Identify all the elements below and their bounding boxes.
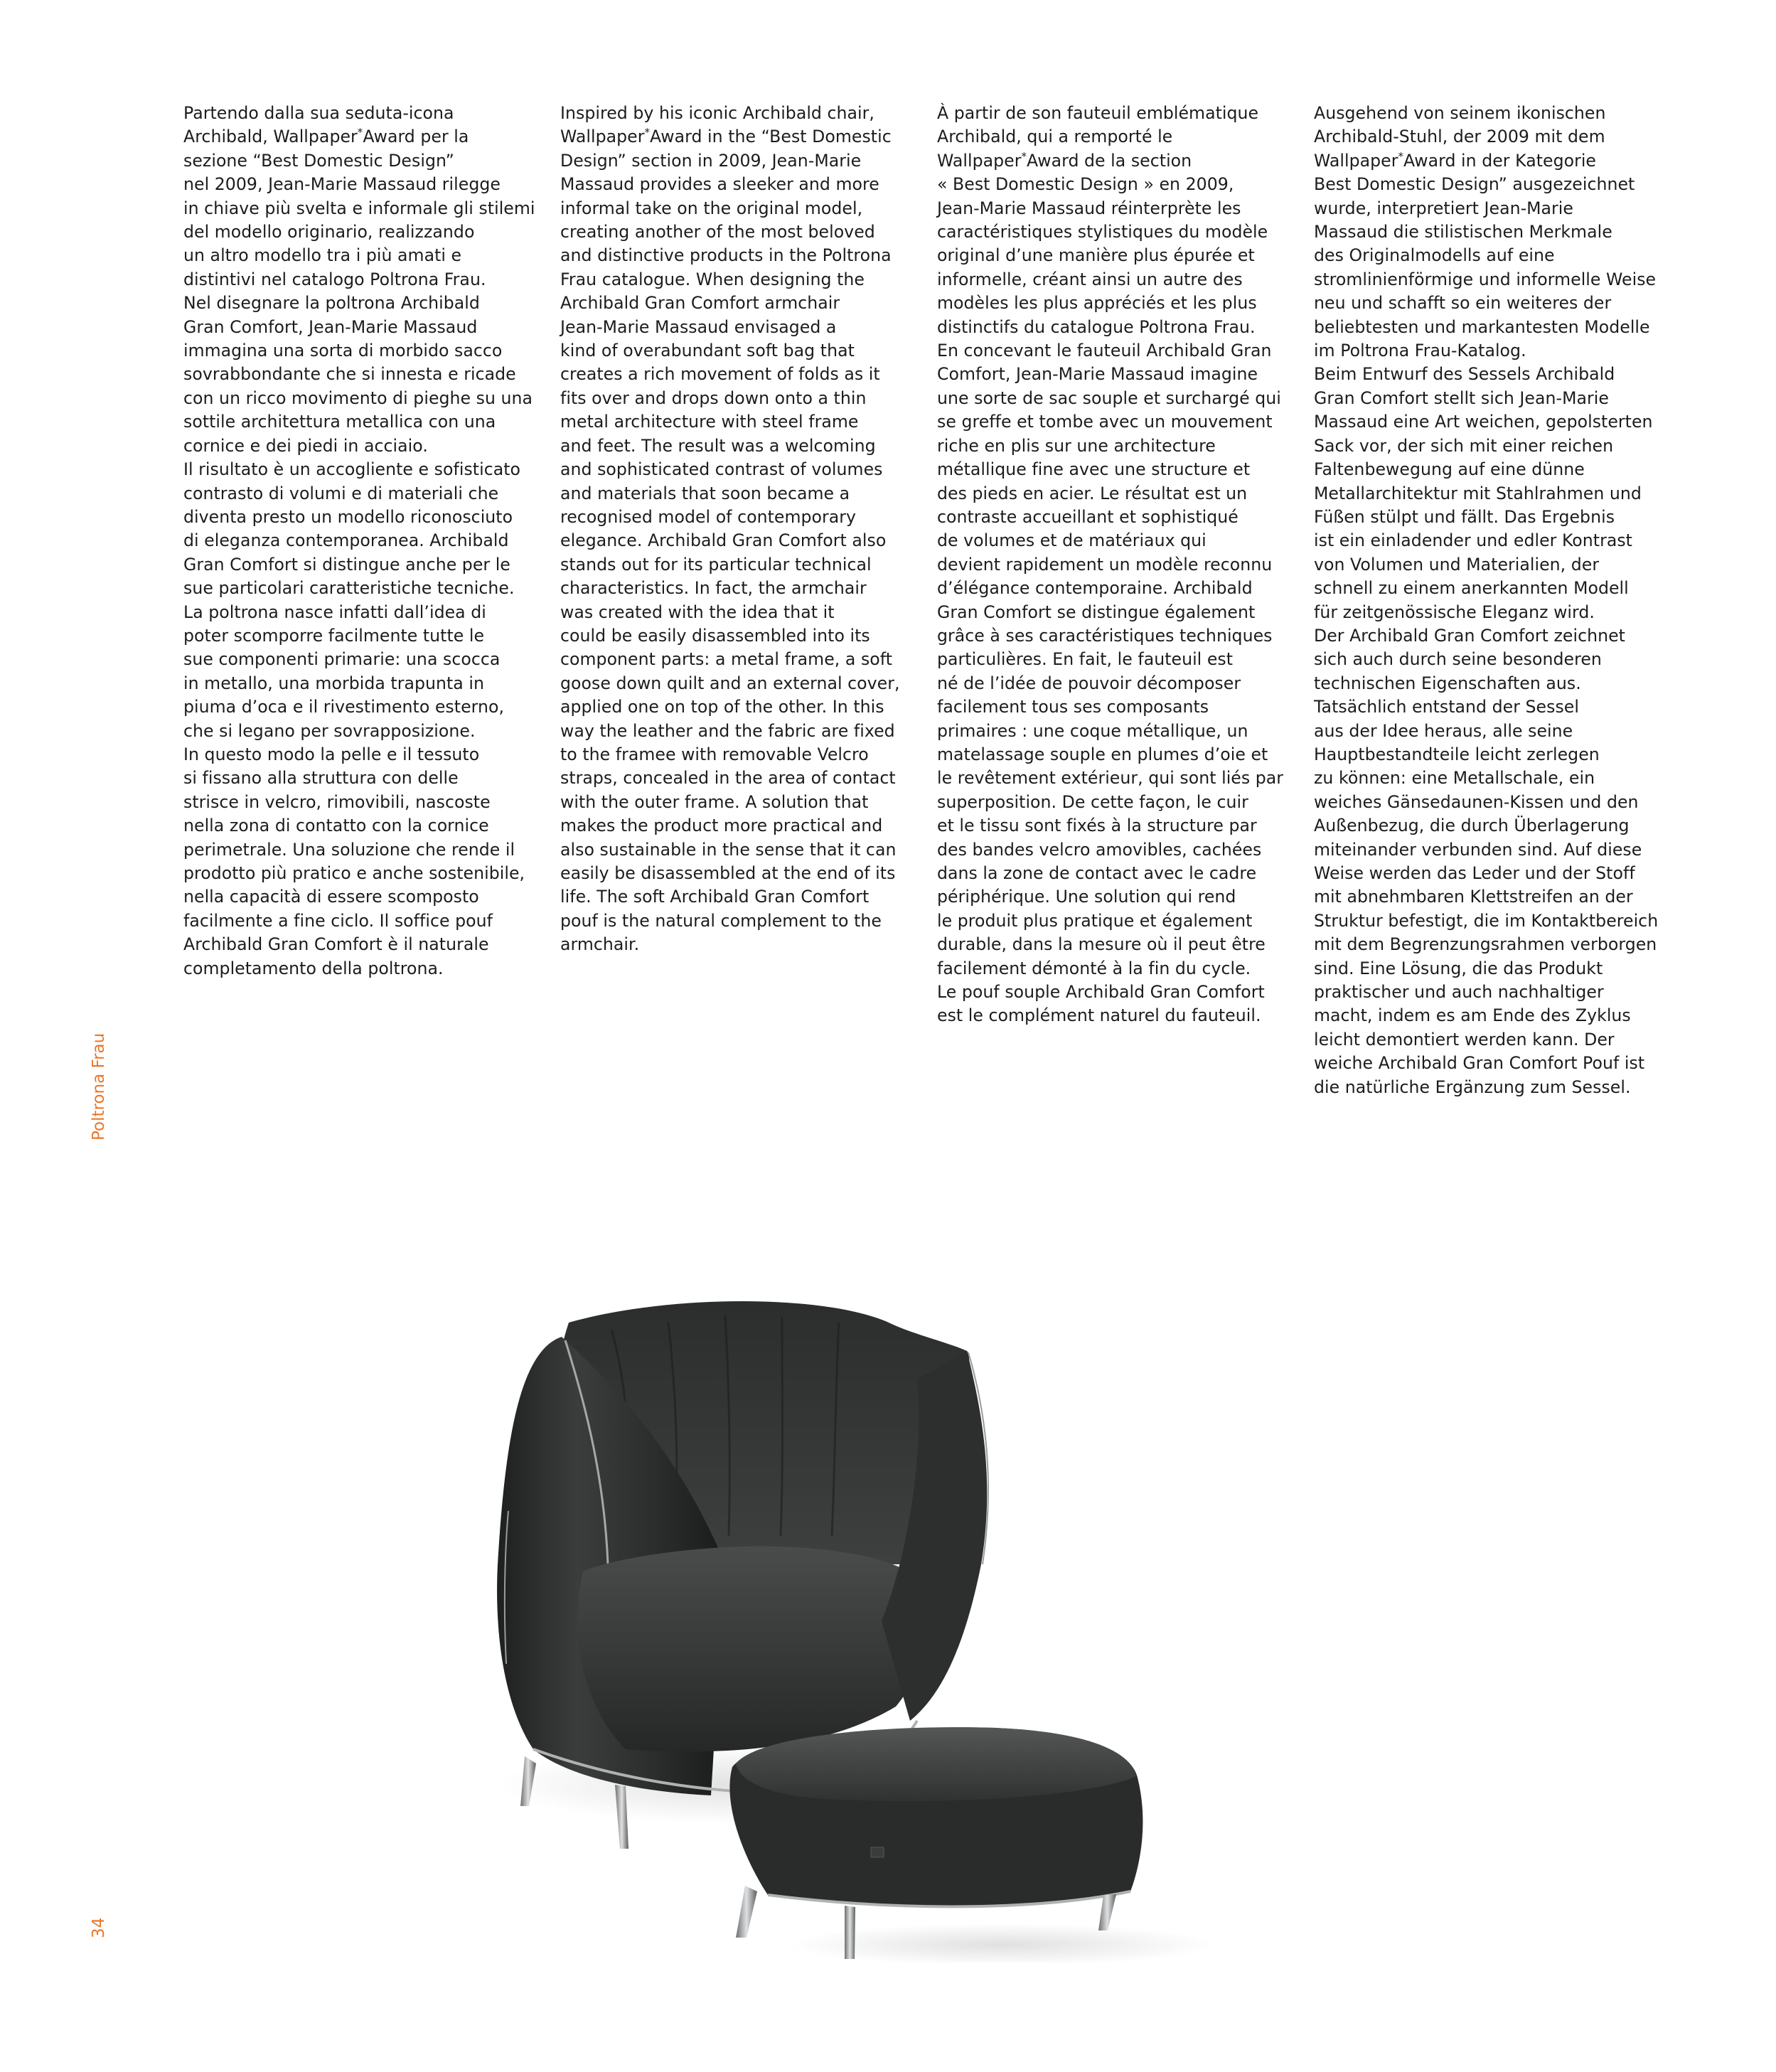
brand-label: Poltrona Frau <box>90 1032 108 1141</box>
text-german-start: Ausgehend von seinem ikonischen Archibald-Stuhl, der 2009 mit dem Wallpaper <box>1314 103 1606 171</box>
text-column-french <box>937 102 1335 1028</box>
asterisk-german: * <box>1398 149 1404 163</box>
text-french-start: À partir de son fauteuil emblématique Archibald, qui a remporté le Wallpaper <box>937 103 1259 171</box>
text-italian-start: Partendo dalla sua seduta-icona Archibald, Wallpaper <box>183 103 454 147</box>
text-german-body: Award in der Kategorie Best Domestic Design” ausgezeichnet wurde, interpretiert Jean-Marie Massaud die stilistischen Merkmale des Originalmodells auf eine stromlinienförmige und informelle Weise neu und schafft so ein weiteres der beliebtesten und markantesten Modelle im Poltrona Frau-Katalog. Beim Entwurf des Sessels Archibald Gran Comfort stellt sich Jean-Marie Massaud eine Art weichen, gepolsterten Sack vor, der sich mit einer reichen Faltenbewegung auf eine dünne Metallarchitektur mit Stahlrahmen und Füßen stülpt und fällt. Das Ergebnis ist ein einladender und edler Kontrast von Volumen und Materialien, der schnell zu einem anerkannten Modell für zeitgenössische Eleganz wird. Der Archibald Gran Comfort zeichnet sich auch durch seine besonderen technischen Eigenschaften aus. Tatsächlich entstand der Sessel aus der Idee heraus, alle seine Hauptbestandteile leicht zerlegen zu können: eine Metallschale, ein weiches Gänsedaunen-Kissen und den Außenbezug, die durch Überlagerung miteinander verbunden sind. Auf diese Weise werden das Leder und der Stoff mit abnehmbaren Klettstreifen an der Struktur befestigt, die im Kontaktbereich mit dem Begrenzungsrahmen verborgen sind. Eine Lösung, die das Produkt praktischer und auch nachhaltiger macht, indem es am Ende des Zyklus leicht demontiert werden kann. Der weiche Archibald Gran Comfort Pouf ist die natürliche Ergänzung zum Sessel. <box>1314 150 1659 1097</box>
text-english-body: Award in the “Best Domestic Design” section in 2009, Jean-Marie Massaud provides a sleeker and more informal take on the original model, creating another of the most beloved and distinctive products in the Poltrona Frau catalogue. When designing the Archibald Gran Comfort armchair Jean-Marie Massaud envisaged a kind of overabundant soft bag that creates a rich movement of folds as it fits over and drops down onto a thin metal architecture with steel frame and feet. The result was a welcoming and sophisticated contrast of volumes and materials that soon became a recognised model of contemporary elegance. Archibald Gran Comfort also stands out for its particular technical characteristics. In fact, the armchair was created with the idea that it could be easily disassembled into its component parts: a metal frame, a soft goose down quilt and an external cover, applied one on top of the other. In this way the leather and the fabric are fixed to the framee with removable Velcro straps, concealed in the area of contact with the outer frame. A solution that makes the product more practical and also sustainable in the sense that it can easily be disassembled at the end of its life. The soft Archibald Gran Comfort pouf is the natural complement to the armchair. <box>560 127 900 955</box>
asterisk-italian: * <box>357 126 363 139</box>
text-french-body: Award de la section « Best Domestic Design » en 2009, Jean-Marie Massaud réinterprète les caractéristiques stylistiques du modèle original d’une manière plus épurée et informelle, créant ainsi un autre des modèles les plus appréciés et les plus distinctifs du catalogue Poltrona Frau. En concevant le fauteuil Archibald Gran Comfort, Jean-Marie Massaud imagine une sorte de sac souple et surchargé qui se greffe et tombe avec un mouvement riche en plis sur une architecture métallique fine avec une structure et des pieds en acier. Le résultat est un contraste accueillant et sophistiqué de volumes et de matériaux qui devient rapidement un modèle reconnu d’élégance contemporaine. Archibald Gran Comfort se distingue également grâce à ses caractéristiques techniques particulières. En fait, le fauteuil est né de l’idée de pouvoir décomposer facilement tous ses composants primaires : une coque métallique, un matelassage souple en plumes d’oie et le revêtement extérieur, qui sont liés par superposition. De cette façon, le cuir et le tissu sont fixés à la structure par des bandes velcro amovibles, cachées dans la zone de contact avec le cadre périphérique. Une solution qui rend le produit plus pratique et également durable, dans la mesure où il peut être facilement démonté à la fin du cycle. Le pouf souple Archibald Gran Comfort est le complément naturel du fauteuil. <box>937 150 1284 1026</box>
asterisk-french: * <box>1021 149 1027 163</box>
page-number: 34 <box>90 1917 108 1938</box>
text-italian-body: Award per la sezione “Best Domestic Design” nel 2009, Jean-Marie Massaud rilegge in chiave più svelta e informale gli stilemi del modello originario, realizzando un altro modello tra i più amati e distintivi nel catalogo Poltrona Frau. Nel disegnare la poltrona Archibald Gran Comfort, Jean-Marie Massaud immagina una sorta di morbido sacco sovrabbondante che si innesta e ricade con un ricco movimento di pieghe su una sottile architettura metallica con una cornice e dei piedi in acciaio. Il risultato è un accogliente e sofisticato contrasto di volumi e di materiali che diventa presto un modello riconosciuto di eleganza contemporanea. Archibald Gran Comfort si distingue anche per le sue particolari caratteristiche tecniche. La poltrona nasce infatti dall’idea di poter scomporre facilmente tutte le sue componenti primarie: una scocca in metallo, una morbida trapunta in piuma d’oca e il rivestimento esterno, che si legano per sovrapposizione. In questo modo la pelle e il tessuto si fissano alla struttura con delle strisce in velcro, rimovibili, nascoste nella zona di contatto con la cornice perimetrale. Una soluzione che rende il prodotto più pratico e anche sostenibile, nella capacità di essere scomposto facilmente a fine ciclo. Il soffice pouf Archibald Gran Comfort è il naturale completamento della poltrona. <box>183 127 535 978</box>
text-english-start: Inspired by his iconic Archibald chair, Wallpaper <box>560 103 874 147</box>
text-column-italian <box>183 102 582 981</box>
armchair-pouf-photo <box>455 1266 1337 1962</box>
text-column-german <box>1314 102 1712 1099</box>
text-column-english <box>560 102 958 957</box>
asterisk-english: * <box>644 126 651 139</box>
